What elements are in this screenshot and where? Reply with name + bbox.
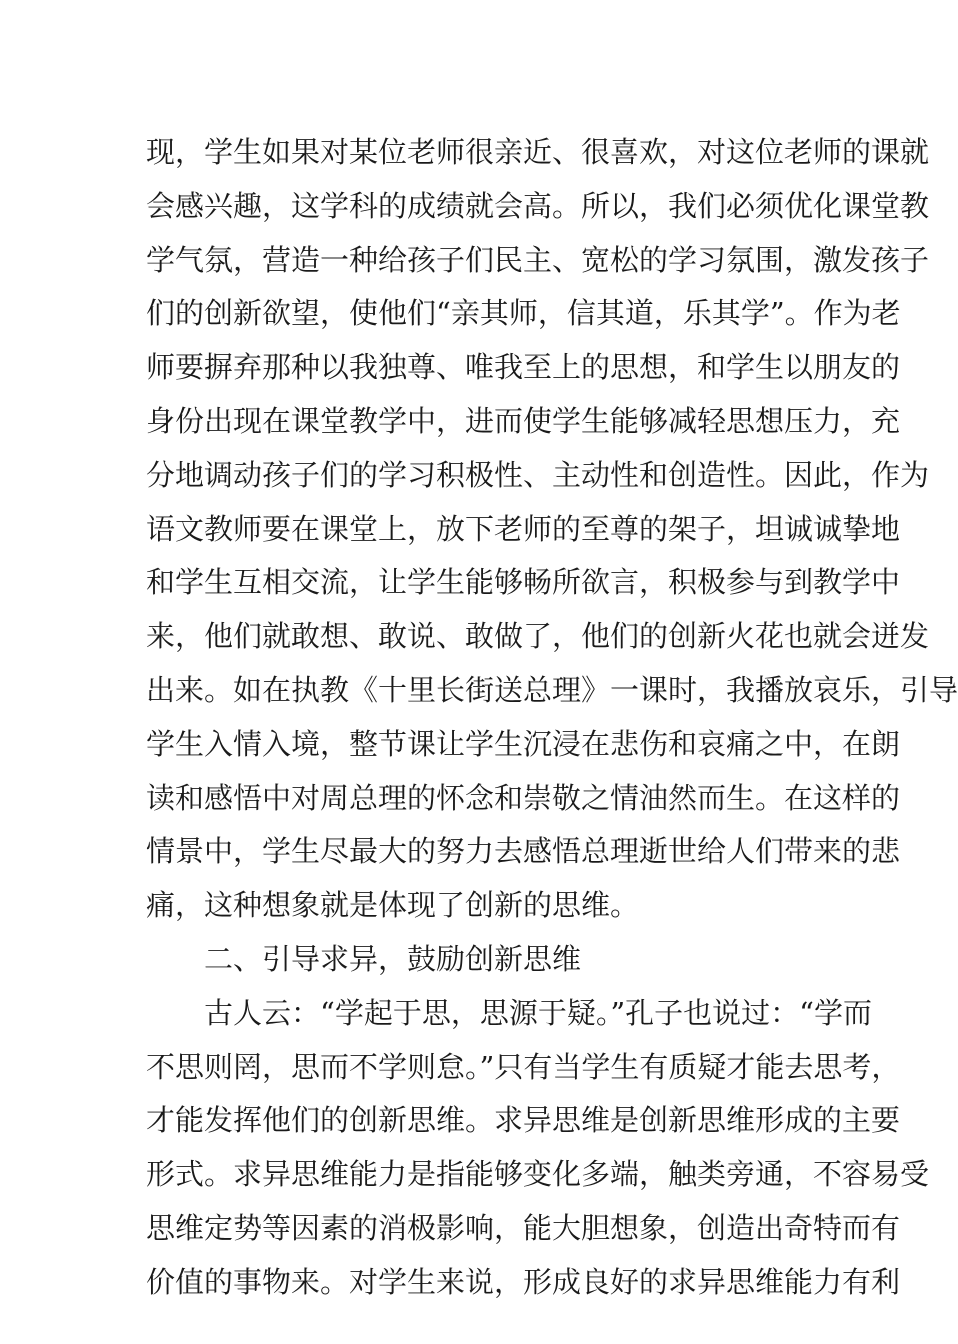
section-heading: 二、引导求异，鼓励创新思维 [204, 941, 582, 976]
text-line: 痛，这种想象就是体现了创新的思维。 [146, 888, 640, 923]
text-line: 读和感悟中对周总理的怀念和崇敬之情油然而生。在这样的 [146, 780, 901, 815]
text-line: 来，他们就敢想、敢说、敢做了，他们的创新火花也就会迸发 [146, 619, 930, 654]
text-line: 情景中，学生尽最大的努力去感悟总理逝世给人们带来的悲 [146, 834, 901, 869]
body-text [146, 126, 958, 1310]
text-line: 学生入情入境，整节课让学生沉浸在悲伤和哀痛之中，在朗 [146, 726, 901, 761]
text-line: 师要摒弃那种以我独尊、唯我至上的思想，和学生以朋友的 [146, 350, 901, 385]
text-line: 古人云：“学起于思，思源于疑。”孔子也说过：“学而 [204, 995, 872, 1030]
text-line: 身份出现在课堂教学中，进而使学生能够减轻思想压力，充 [146, 403, 901, 438]
text-line: 会感兴趣，这学科的成绩就会高。所以，我们必须优化课堂教 [146, 188, 930, 223]
text-line: 和学生互相交流，让学生能够畅所欲言，积极参与到教学中 [146, 565, 901, 600]
text-line: 形式。求异思维能力是指能够变化多端，触类旁通，不容易受 [146, 1157, 930, 1192]
text-line: 语文教师要在课堂上，放下老师的至尊的架子，坦诚诚挚地 [146, 511, 901, 546]
text-line: 们的创新欲望，使他们“亲其师，信其道，乐其学”。作为老 [146, 296, 901, 331]
text-line: 分地调动孩子们的学习积极性、主动性和创造性。因此，作为 [146, 457, 930, 492]
text-line: 不思则罔，思而不学则怠。”只有当学生有质疑才能去思考， [146, 1049, 901, 1084]
text-line: 价值的事物来。对学生来说，形成良好的求异思维能力有利 [146, 1264, 901, 1299]
text-line: 现，学生如果对某位老师很亲近、很喜欢，对这位老师的课就 [146, 135, 930, 169]
text-line: 才能发挥他们的创新思维。求异思维是创新思维形成的主要 [146, 1103, 901, 1138]
text-line: 出来。如在执教《十里长街送总理》一课时，我播放哀乐，引导 [146, 672, 958, 707]
text-line: 思维定势等因素的消极影响，能大胆想象，创造出奇特而有 [146, 1210, 901, 1245]
text-line: 学气氛，营造一种给孩子们民主、宽松的学习氛围，激发孩子 [146, 242, 930, 277]
